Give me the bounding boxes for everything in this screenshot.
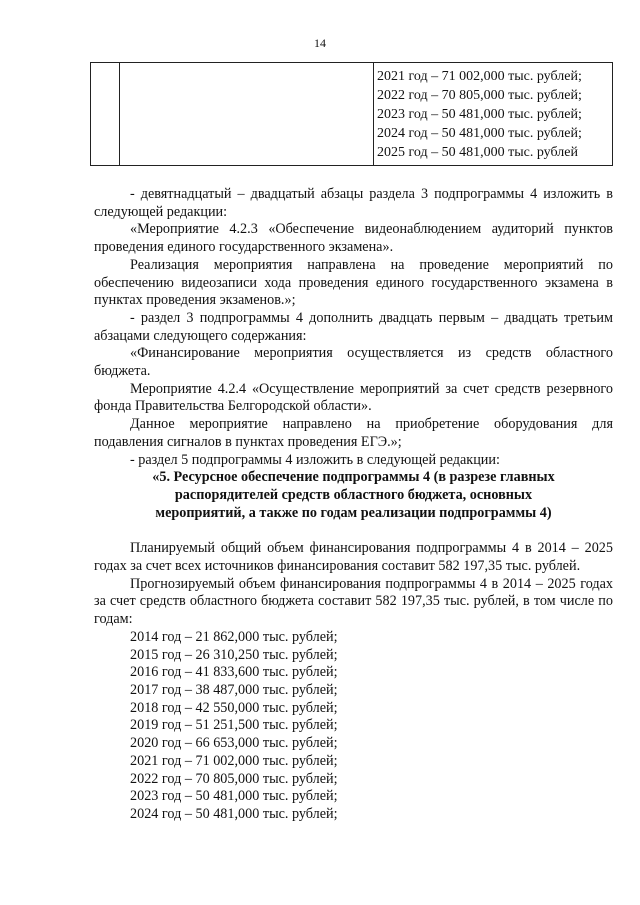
paragraph: - раздел 5 подпрограммы 4 изложить в следующей редакции: <box>130 451 500 468</box>
year-line: 2016 год – 41 833,600 тыс. рублей; <box>130 664 338 681</box>
year-line: 2020 год – 66 653,000 тыс. рублей; <box>130 735 338 752</box>
table-cell-empty-2 <box>119 63 374 165</box>
year-line: 2024 год – 50 481,000 тыс. рублей; <box>130 805 338 822</box>
paragraph: Прогнозируемый объем финансирования подпрограммы 4 в 2014 – 2025 годах за счет средств областного бюджета составит 582 197,35 тыс. рублей, в том числе по годам: <box>94 575 613 628</box>
table-cell-years <box>373 63 612 165</box>
table-line: 2024 год – 50 481,000 тыс. рублей; <box>377 126 582 141</box>
year-line: 2021 год – 71 002,000 тыс. рублей; <box>130 752 338 769</box>
paragraph: - девятнадцатый – двадцатый абзацы раздела 3 подпрограммы 4 изложить в следующей редакции: <box>94 186 613 220</box>
year-line: 2014 год – 21 862,000 тыс. рублей; <box>130 628 338 645</box>
heading-line: распорядителей средств областного бюджета, основных <box>174 486 533 503</box>
table-cell-empty-1 <box>91 63 120 165</box>
paragraph: Данное мероприятие направлено на приобретение оборудования для подавления сигналов в пунктах проведения ЕГЭ.»; <box>94 416 613 450</box>
year-line: 2022 год – 70 805,000 тыс. рублей; <box>130 770 338 787</box>
year-line: 2018 год – 42 550,000 тыс. рублей; <box>130 699 338 716</box>
table-line: 2022 год – 70 805,000 тыс. рублей; <box>377 88 582 103</box>
year-line: 2015 год – 26 310,250 тыс. рублей; <box>130 646 338 663</box>
section-heading <box>94 469 613 522</box>
year-line: 2019 год – 51 251,500 тыс. рублей; <box>130 717 338 734</box>
paragraph: Планируемый общий объем финансирования подпрограммы 4 в 2014 – 2025 годах за счет всех источников финансирования составит 582 197,35 тыс. рублей. <box>94 540 613 575</box>
paragraph: - раздел 3 подпрограммы 4 дополнить двадцать первым – двадцать третьим абзацами следующего содержания: <box>94 309 613 344</box>
funding-table-fragment <box>90 62 613 166</box>
page-number: 14 <box>314 36 326 50</box>
paragraph: Реализация мероприятия направлена на проведение мероприятий по обеспечению видеозаписи хода проведения единого государственного экзамена в пунктах проведения экзаменов.»; <box>94 256 613 309</box>
table-line: 2025 год – 50 481,000 тыс. рублей <box>377 145 578 160</box>
table-line: 2023 год – 50 481,000 тыс. рублей; <box>377 107 582 122</box>
paragraph: «Мероприятие 4.2.3 «Обеспечение видеонаблюдением аудиторий пунктов проведения единого государственного экзамена». <box>94 221 613 256</box>
paragraph: «Финансирование мероприятия осуществляется из средств областного бюджета. <box>94 345 613 380</box>
year-line: 2023 год – 50 481,000 тыс. рублей; <box>130 788 338 805</box>
table-line: 2021 год – 71 002,000 тыс. рублей; <box>377 69 582 84</box>
year-line: 2017 год – 38 487,000 тыс. рублей; <box>130 681 338 698</box>
heading-line: мероприятий, а также по годам реализации подпрограммы 4) <box>155 504 552 521</box>
year-list <box>94 629 613 824</box>
heading-line: «5. Ресурсное обеспечение подпрограммы 4 (в разрезе главных <box>152 469 555 486</box>
paragraph: Мероприятие 4.2.4 «Осуществление мероприятий за счет средств резервного фонда Правительства Белгородской области». <box>94 380 613 415</box>
document-body <box>94 186 613 824</box>
